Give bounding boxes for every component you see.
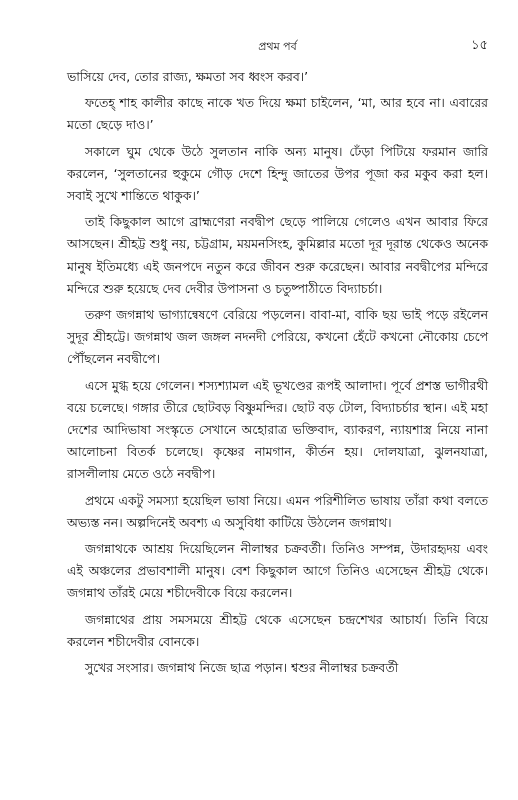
paragraph: ভাসিয়ে দেব, তোর রাজ্য, ক্ষমতা সব ধ্বংস করব।’ bbox=[67, 69, 309, 84]
paragraph: তরুণ জগন্নাথ ভাগ্যান্বেষণে বেরিয়ে পড়লেন। বাবা-মা, বাকি ছয় ভাই পড়ে রইলেন সুদূর শ্রীহট্টে। জগন্নাথ জল জঙ্গল নদনদী পেরিয়ে, কখনো হেঁটে কখনো নৌকোয় চেপে পৌঁছলেন নবদ্বীপে। bbox=[67, 307, 488, 367]
paragraph: জগন্নাথের প্রায় সমসময়ে শ্রীহট্ট থেকে এসেছেন চন্দ্রশেখর আচার্য। তিনি বিয়ে করলেন শচীদেবীর বোনকে। bbox=[67, 611, 488, 649]
paragraph: এসে মুগ্ধ হয়ে গেলেন। শস্যশ্যামল এই ভূখণ্ডের রূপই আলাদা। পূর্বে প্রশস্ত ভাগীরথী বয়ে চলেছে। গঙ্গার তীরে ছোটবড় বিষ্ণুমন্দির। ছোট বড় টোল, বিদ্যাচর্চার স্থান। এই মহা দেশের আদিভাষা সংস্কৃতে সেখানে অহোরাত্র ভক্তিবাদ, ব্যাকরণ, ন্যায়শাস্ত্র নিয়ে নানা আলোচনা বিতর্ক চলেছে। কৃষ্ণের নামগান, কীর্তন হয়। দোলযাত্রা, ঝুলনযাত্রা, রাসলীলায় মেতে ওঠে নবদ্বীপ। bbox=[67, 377, 488, 482]
paragraph: জগন্নাথকে আশ্রয় দিয়েছিলেন নীলাম্বর চক্রবর্তী। তিনিও সম্পন্ন, উদারহৃদয় এবং এই অঞ্চলের প্রভাবশালী মানুষ। বেশ কিছুকাল আগে তিনিও এসেছেন শ্রীহট্ট থেকে। জগন্নাথ তাঁরই মেয়ে শচীদেবীকে বিয়ে করলেন। bbox=[67, 541, 488, 601]
paragraph: সকালে ঘুম থেকে উঠে সুলতান নাকি অন্য মানুষ। ঢেঁড়া পিটিয়ে ফরমান জারি করলেন, ‘সুলতানের হুকুমে গৌড় দেশে হিন্দু জাতের উপর পূজা কর মকুব করা হল। সবাই সুখে শান্তিতে থাকুক।’ bbox=[67, 143, 488, 204]
body-text bbox=[67, 66, 488, 679]
page-number: ১৫ bbox=[471, 38, 488, 53]
paragraph: ফতেহ্ শাহ কালীর কাছে নাকে খত দিয়ে ক্ষমা চাইলেন, ‘মা, আর হবে না। এবারের মতো ছেড়ে দাও।’ bbox=[67, 95, 488, 133]
paragraph: তাই কিছুকাল আগে ব্রাহ্মণেরা নবদ্বীপ ছেড়ে পালিয়ে গেলেও এখন আবার ফিরে আসছেন। শ্রীহট্ট শুধু নয়, চট্টগ্রাম, ময়মনসিংহ, কুমিল্লার মতো দূর দূরান্ত থেকেও অনেক মানুষ ইতিমধ্যে এই জনপদে নতুন করে জীবন শুরু করেছেন। আবার নবদ্বীপের মন্দিরে মন্দিরে শুরু হয়েছে দেব দেবীর উপাসনা ও চতুষ্পাঠীতে বিদ্যাচর্চা। bbox=[67, 214, 488, 296]
running-title: প্রথম পর্ব bbox=[258, 40, 297, 53]
paragraph: প্রথমে একটু সমস্যা হয়েছিল ভাষা নিয়ে। এমন পরিশীলিত ভাষায় তাঁরা কথা বলতে অভ্যস্ত নন। অল্পদিনেই অবশ্য এ অসুবিধা কাটিয়ে উঠলেন জগন্নাথ। bbox=[67, 492, 488, 530]
page-header bbox=[67, 36, 488, 62]
paragraph: সুখের সংসার। জগন্নাথ নিজে ছাত্র পড়ান। শ্বশুর নীলাম্বর চক্রবর্তী bbox=[85, 660, 399, 676]
